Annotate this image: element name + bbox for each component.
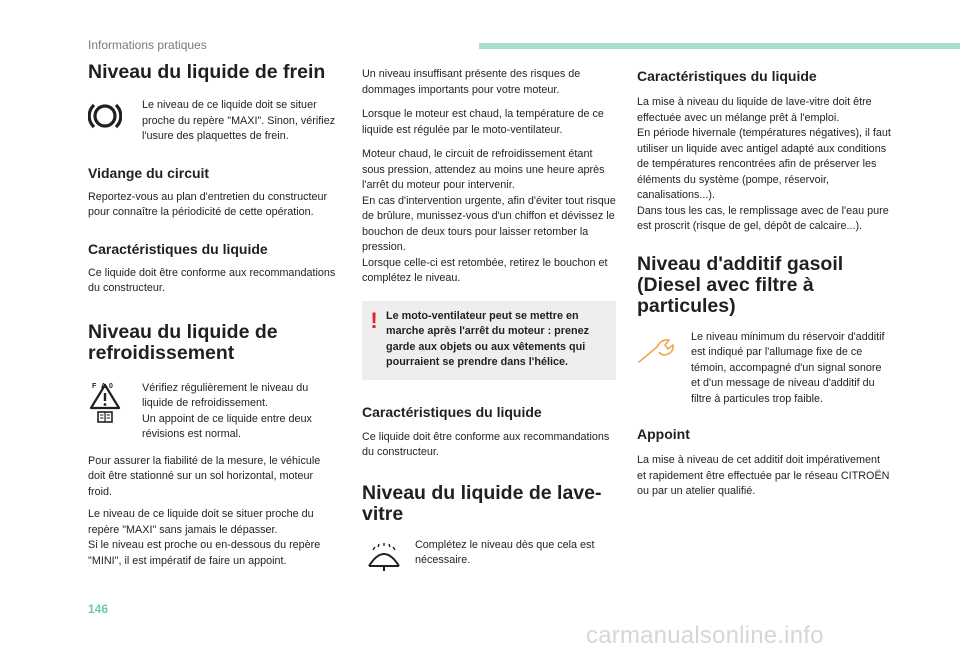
page-number: 146 (88, 602, 109, 616)
washer-fluid-text: Complétez le niveau dès que cela est nécessaire. (415, 538, 595, 566)
fan-paragraph: Lorsque le moteur est chaud, la température de ce liquide est régulée par le moto-ventilateur. (362, 108, 604, 136)
watermark: carmanualsonline.info (586, 622, 824, 649)
column-3 (637, 68, 891, 500)
washer-characteristics-heading: Caractéristiques du liquide (637, 68, 817, 84)
hot-engine-paragraph: Moteur chaud, le circuit de refroidissement étant sous pression, attendez au moins une heure après l'arrêt du moteur pour intervenir. En cas d'intervention urgente, afin d'éviter tout risque de brûlure, munissez-vous d'un chiffon et dévissez le bouchon de deux tours pour laisser retomber la pression. Lorsque celle-ci est retombée, retirez le bouchon et complétez le niveau. (362, 148, 616, 284)
diesel-additive-text: Le niveau minimum du réservoir d'additif est indiqué par l'allumage fixe de ce témoin, accompagné d'un signal sonore et d'un message de niveau d'additif du filtre à particules trop faible. (691, 330, 885, 405)
brake-warning-icon (88, 98, 142, 131)
fluid-characteristics-text-2: Ce liquide doit être conforme aux recommandations du constructeur. (362, 430, 610, 458)
column-1 (88, 62, 340, 569)
brake-fluid-text: Le niveau de ce liquide doit se situer proche du repère "MAXI". Sinon, vérifiez l'usure des plaquettes de frein. (142, 99, 336, 142)
coolant-text-1: Pour assurer la fiabilité de la mesure, le véhicule doit être stationné sur un sol horizontal, moteur froid. (88, 454, 321, 498)
svg-text:F: F (92, 382, 97, 390)
manual-book-icon (98, 412, 112, 422)
diesel-additive-block (637, 330, 891, 408)
coolant-block (88, 381, 340, 443)
drain-text: Reportez-vous au plan d'entretien du constructeur pour connaître la périodicité de cette opération. (88, 190, 328, 218)
coolant-text-2: Le niveau de ce liquide doit se situer proche du repère "MAXI" sans jamais le dépasser. Si le niveau est proche ou en-dessous du repère "MINI", il est impératif de faire un appoint. (88, 508, 321, 567)
coolant-icon-text: Vérifiez régulièrement le niveau du liquide de refroidissement. Un appoint de ce liquide entre deux révisions est normal. (142, 381, 312, 440)
washer-fluid-block (362, 538, 616, 572)
appoint-text: La mise à niveau de cet additif doit impérativement et rapidement être effectuée par le réseau CITROËN ou par un atelier qualifié. (637, 454, 890, 497)
svg-text:A: A (101, 382, 107, 390)
diesel-additive-heading: Niveau d'additif gasoil (Diesel avec filtre à particules) (637, 252, 844, 317)
diesel-additive-icon (637, 330, 691, 365)
fan-warning-box (362, 301, 616, 380)
section-accent-bar (479, 43, 960, 49)
washer-fluid-heading: Niveau du liquide de lave-vitre (362, 481, 602, 525)
appoint-heading: Appoint (637, 426, 690, 442)
brake-fluid-block (88, 98, 340, 145)
section-title: Informations pratiques (88, 38, 207, 52)
brake-fluid-heading: Niveau du liquide de frein (88, 61, 326, 83)
fluid-characteristics-text: Ce liquide doit être conforme aux recommandations du constructeur. (88, 266, 336, 294)
coolant-heading: Niveau du liquide de refroidissement (88, 320, 278, 364)
warning-exclamation-icon: ! (370, 307, 378, 333)
coolant-warning-icon (88, 381, 142, 423)
drain-heading: Vidange du circuit (88, 164, 210, 181)
washer-fluid-icon (362, 538, 415, 572)
svg-text:0: 0 (109, 382, 113, 390)
fluid-characteristics-heading-2: Caractéristiques du liquide (362, 403, 542, 420)
fan-warning-text: Le moto-ventilateur peut se mettre en marche après l'arrêt du moteur : prenez garde aux objets ou aux vêtements qui pourraient se prendre dans l'hélice. (386, 309, 589, 368)
washer-characteristics-text: La mise à niveau du liquide de lave-vitre doit être effectuée avec un mélange prêt à l'emploi. En période hivernale (températures négatives), il faut utiliser un liquide avec antigel adapté aux conditions de températures rencontrées afin de préserver les éléments du système (pompe, réservoir, canalisations...). Dans tous les cas, le remplissage avec de l'eau pure est proscrit (risque de gel, dépôt de calcaire...). (637, 96, 891, 232)
coolant-warning-paragraph: Un niveau insuffisant présente des risques de dommages importants pour votre moteur. (362, 68, 581, 96)
fluid-characteristics-heading: Caractéristiques du liquide (88, 240, 268, 257)
column-2 (362, 67, 616, 572)
